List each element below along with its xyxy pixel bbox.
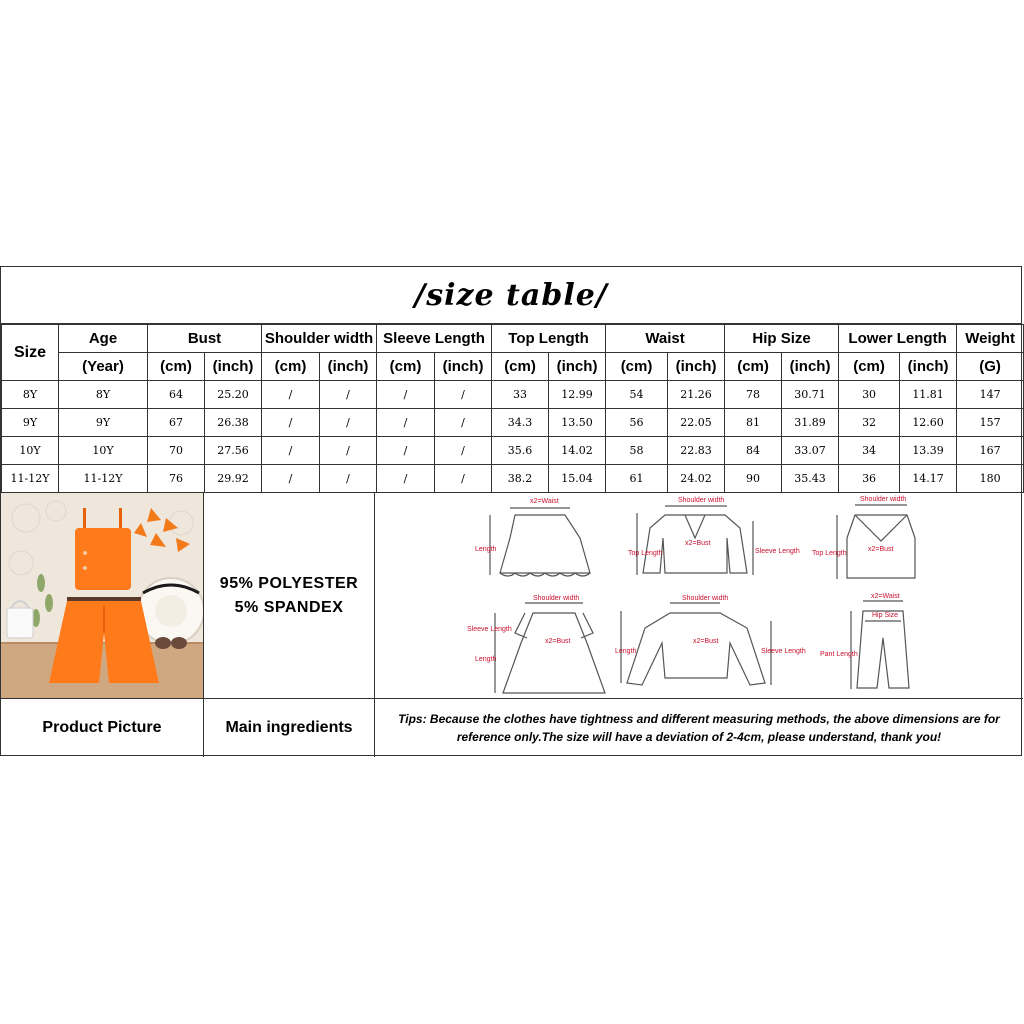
table-cell: 11-12Y (59, 465, 148, 493)
table-cell: 27.56 (205, 437, 262, 465)
header-shoulder-width: Shoulder width (262, 325, 377, 353)
table-cell: / (435, 409, 492, 437)
size-table-title: /size table/ (414, 277, 608, 313)
table-cell: 76 (148, 465, 205, 493)
header-sleeve-length: Sleeve Length (377, 325, 492, 353)
material-composition (204, 493, 375, 699)
table-row (2, 465, 1024, 493)
tips-text (375, 699, 1023, 757)
table-cell: / (262, 381, 320, 409)
table-cell: 167 (957, 437, 1024, 465)
table-cell: 12.99 (549, 381, 606, 409)
table-cell: / (262, 465, 320, 493)
table-cell: 147 (957, 381, 1024, 409)
size-table (1, 324, 1024, 493)
table-cell: / (377, 465, 435, 493)
header-unit: (cm) (606, 353, 668, 381)
table-cell: / (435, 437, 492, 465)
table-row (2, 381, 1024, 409)
product-outfit-image (1, 493, 204, 699)
header-unit: (inch) (900, 353, 957, 381)
table-cell: 11-12Y (2, 465, 59, 493)
table-cell: 180 (957, 465, 1024, 493)
table-cell: 10Y (59, 437, 148, 465)
label-sleeve-blazer: Sleeve Length (755, 548, 800, 555)
label-hip-pants: Hip Size (872, 612, 899, 619)
table-cell: / (377, 381, 435, 409)
table-cell: 25.20 (205, 381, 262, 409)
table-cell: 11.81 (900, 381, 957, 409)
table-cell: 31.89 (782, 409, 839, 437)
table-cell: / (435, 465, 492, 493)
header-hip-size: Hip Size (725, 325, 839, 353)
label-length-skirt: Length (475, 546, 497, 553)
table-cell: 78 (725, 381, 782, 409)
header-unit: (inch) (205, 353, 262, 381)
label-toplength-cami: Top Length (812, 550, 847, 557)
header-unit: (cm) (839, 353, 900, 381)
table-cell: 30 (839, 381, 900, 409)
header-unit: (cm) (492, 353, 549, 381)
table-cell: 22.05 (668, 409, 725, 437)
label-toplength-blazer: Top Length (628, 550, 663, 557)
table-cell: 9Y (2, 409, 59, 437)
table-cell: 157 (957, 409, 1024, 437)
table-cell: 36 (839, 465, 900, 493)
table-cell: 81 (725, 409, 782, 437)
table-cell: / (435, 381, 492, 409)
table-cell: 58 (606, 437, 668, 465)
header-size: Size (2, 325, 59, 381)
table-cell: / (377, 409, 435, 437)
table-cell: / (320, 381, 377, 409)
header-unit: (inch) (782, 353, 839, 381)
label-length-dress: Length (475, 656, 497, 663)
label-length-long: Length (615, 648, 637, 655)
table-cell: 10Y (2, 437, 59, 465)
header-unit: (cm) (148, 353, 205, 381)
label-bust-dress: x2=Bust (545, 638, 571, 645)
product-picture-label: Product Picture (1, 699, 204, 757)
header-bust: Bust (148, 325, 262, 353)
table-cell: 29.92 (205, 465, 262, 493)
table-cell: 38.2 (492, 465, 549, 493)
title-row (1, 267, 1021, 324)
table-cell: 34.3 (492, 409, 549, 437)
label-waist-pants: x2=Waist (871, 593, 900, 600)
table-cell: 67 (148, 409, 205, 437)
table-cell: / (320, 465, 377, 493)
table-cell: / (262, 437, 320, 465)
header-unit: (G) (957, 353, 1024, 381)
label-shoulder-blazer: Shoulder width (678, 497, 725, 504)
label-sleeve-long: Sleeve Length (761, 648, 806, 655)
table-row (2, 409, 1024, 437)
header-unit: (inch) (320, 353, 377, 381)
header-unit: (inch) (435, 353, 492, 381)
header-lower-length: Lower Length (839, 325, 957, 353)
table-cell: 13.39 (900, 437, 957, 465)
table-cell: 30.71 (782, 381, 839, 409)
table-cell: / (262, 409, 320, 437)
header-unit: (Year) (59, 353, 148, 381)
label-shoulder-long: Shoulder width (682, 595, 729, 602)
table-cell: 84 (725, 437, 782, 465)
material-spandex: 5% SPANDEX (234, 598, 344, 616)
header-top-length: Top Length (492, 325, 606, 353)
table-cell: 22.83 (668, 437, 725, 465)
material-polyester: 95% POLYESTER (219, 574, 359, 592)
product-photo (1, 493, 204, 699)
table-cell: 14.17 (900, 465, 957, 493)
table-cell: / (377, 437, 435, 465)
measurement-illustrations (375, 493, 1023, 699)
header-unit: (cm) (377, 353, 435, 381)
table-row (2, 437, 1024, 465)
tips-prefix: Tips: (398, 712, 427, 726)
table-cell: 32 (839, 409, 900, 437)
label-shoulder-cami: Shoulder width (860, 496, 907, 503)
label-sleeve-dress: Sleeve Length (467, 626, 512, 633)
main-ingredients-label: Main ingredients (204, 699, 375, 757)
table-cell: 26.38 (205, 409, 262, 437)
label-waist-skirt: x2=Waist (530, 498, 559, 505)
table-cell: 54 (606, 381, 668, 409)
table-cell: / (320, 437, 377, 465)
header-unit: (cm) (725, 353, 782, 381)
label-shoulder-dress: Shoulder width (533, 595, 580, 602)
table-cell: 8Y (2, 381, 59, 409)
header-age: Age (59, 325, 148, 353)
table-cell: 21.26 (668, 381, 725, 409)
table-cell: 15.04 (549, 465, 606, 493)
table-cell: 34 (839, 437, 900, 465)
header-waist: Waist (606, 325, 725, 353)
measurement-diagram (375, 493, 1023, 699)
tips-body: Because the clothes have tightness and different measuring methods, the above dimensions are for reference only.The size will have a deviation of 2-4cm, please understand, thank you! (429, 712, 1000, 744)
header-unit: (inch) (549, 353, 606, 381)
table-cell: 70 (148, 437, 205, 465)
label-bust-cami: x2=Bust (868, 546, 894, 553)
label-bust-blazer: x2=Bust (685, 540, 711, 547)
header-unit: (inch) (668, 353, 725, 381)
label-pantlength: Pant Length (820, 651, 858, 658)
table-cell: 8Y (59, 381, 148, 409)
table-cell: / (320, 409, 377, 437)
table-cell: 9Y (59, 409, 148, 437)
size-chart (0, 266, 1022, 756)
table-cell: 35.6 (492, 437, 549, 465)
table-cell: 33 (492, 381, 549, 409)
bottom-panel (1, 493, 1023, 757)
table-cell: 35.43 (782, 465, 839, 493)
table-cell: 56 (606, 409, 668, 437)
table-cell: 64 (148, 381, 205, 409)
table-cell: 24.02 (668, 465, 725, 493)
table-cell: 61 (606, 465, 668, 493)
label-bust-long: x2=Bust (693, 638, 719, 645)
table-cell: 33.07 (782, 437, 839, 465)
header-weight: Weight (957, 325, 1024, 353)
table-cell: 90 (725, 465, 782, 493)
header-unit: (cm) (262, 353, 320, 381)
table-cell: 14.02 (549, 437, 606, 465)
table-cell: 13.50 (549, 409, 606, 437)
table-cell: 12.60 (900, 409, 957, 437)
